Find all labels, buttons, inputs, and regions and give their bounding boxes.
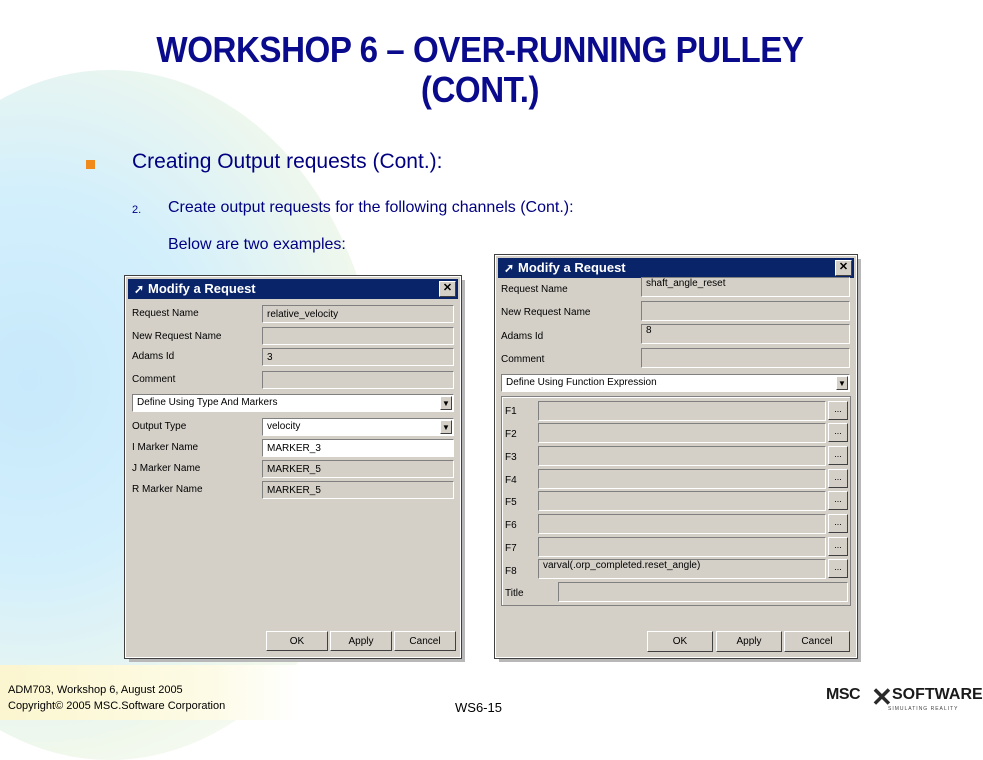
step-number: 2. bbox=[132, 204, 142, 216]
adams-id-label: Adams Id bbox=[501, 331, 544, 342]
f5-field[interactable] bbox=[538, 491, 826, 511]
f1-more-button[interactable]: ... bbox=[828, 401, 848, 420]
output-type-dropdown[interactable] bbox=[262, 418, 454, 436]
f4-label: F4 bbox=[505, 475, 517, 486]
r-marker-label: R Marker Name bbox=[132, 484, 203, 495]
f3-label: F3 bbox=[505, 452, 517, 463]
title-label: Title bbox=[505, 588, 524, 599]
f6-field[interactable] bbox=[538, 514, 826, 534]
dialog-2-title: Modify a Request bbox=[518, 260, 626, 275]
request-name-label: Request Name bbox=[132, 308, 199, 319]
f4-field[interactable] bbox=[538, 469, 826, 489]
output-type-label: Output Type bbox=[132, 421, 187, 432]
define-mode-dropdown[interactable] bbox=[132, 394, 454, 412]
define-mode-value: Define Using Function Expression bbox=[506, 377, 657, 388]
f7-more-button[interactable]: ... bbox=[828, 537, 848, 556]
modify-request-dialog-1 bbox=[125, 276, 461, 658]
slide-title-line1: WORKSHOP 6 – OVER-RUNNING PULLEY bbox=[156, 29, 804, 70]
f7-field[interactable] bbox=[538, 537, 826, 557]
adams-id-label: Adams Id bbox=[132, 351, 175, 362]
j-marker-label: J Marker Name bbox=[132, 463, 201, 474]
chevron-down-icon[interactable]: ▼ bbox=[440, 396, 452, 410]
request-name-field[interactable]: shaft_angle_reset bbox=[641, 277, 850, 297]
ok-button[interactable]: OK bbox=[647, 631, 713, 652]
adams-id-field[interactable]: 8 bbox=[641, 324, 850, 344]
close-icon[interactable]: ✕ bbox=[439, 281, 456, 297]
f8-field[interactable]: varval(.orp_completed.reset_angle) bbox=[538, 559, 826, 579]
logo-software-text: SOFTWARE bbox=[892, 686, 983, 703]
cancel-button[interactable]: Cancel bbox=[784, 631, 850, 652]
j-marker-field[interactable]: MARKER_5 bbox=[262, 460, 454, 478]
f8-more-button[interactable]: ... bbox=[828, 559, 848, 578]
f7-label: F7 bbox=[505, 543, 517, 554]
f6-label: F6 bbox=[505, 520, 517, 531]
comment-label: Comment bbox=[501, 354, 545, 365]
close-icon[interactable]: ✕ bbox=[835, 260, 852, 276]
msc-software-logo bbox=[826, 682, 983, 716]
request-name-field[interactable]: relative_velocity bbox=[262, 305, 454, 323]
f2-label: F2 bbox=[505, 429, 517, 440]
apply-button[interactable]: Apply bbox=[716, 631, 782, 652]
f4-more-button[interactable]: ... bbox=[828, 469, 848, 488]
new-request-name-label: New Request Name bbox=[132, 331, 222, 342]
logo-msc-text: MSC bbox=[826, 686, 861, 703]
define-mode-value: Define Using Type And Markers bbox=[137, 397, 278, 408]
f6-more-button[interactable]: ... bbox=[828, 514, 848, 533]
chevron-down-icon[interactable]: ▼ bbox=[440, 420, 452, 434]
f2-field[interactable] bbox=[538, 423, 826, 443]
comment-field[interactable] bbox=[262, 371, 454, 389]
f3-more-button[interactable]: ... bbox=[828, 446, 848, 465]
cancel-button[interactable]: Cancel bbox=[394, 631, 456, 651]
page-number: WS6-15 bbox=[455, 700, 502, 715]
new-request-name-label: New Request Name bbox=[501, 307, 591, 318]
footer-course-info: ADM703, Workshop 6, August 2005 bbox=[8, 684, 183, 696]
output-type-value: velocity bbox=[267, 421, 301, 432]
footer-copyright: Copyright© 2005 MSC.Software Corporation bbox=[8, 700, 226, 712]
title-field[interactable] bbox=[558, 582, 848, 602]
apply-button[interactable]: Apply bbox=[330, 631, 392, 651]
new-request-name-field[interactable] bbox=[641, 301, 850, 321]
define-mode-dropdown[interactable] bbox=[501, 374, 850, 392]
comment-field[interactable] bbox=[641, 348, 850, 368]
new-request-name-field[interactable] bbox=[262, 327, 454, 345]
examples-text: Below are two examples: bbox=[168, 236, 346, 253]
request-name-label: Request Name bbox=[501, 284, 568, 295]
f2-more-button[interactable]: ... bbox=[828, 423, 848, 442]
step-text: Create output requests for the following channels (Cont.): bbox=[168, 199, 574, 216]
ok-button[interactable]: OK bbox=[266, 631, 328, 651]
f5-more-button[interactable]: ... bbox=[828, 491, 848, 510]
bullet-text: Creating Output requests (Cont.): bbox=[132, 150, 443, 173]
logo-x-icon: ✕ bbox=[871, 682, 893, 712]
chevron-down-icon[interactable]: ▼ bbox=[836, 376, 848, 390]
adams-icon: ➚ bbox=[503, 261, 515, 275]
modify-request-dialog-2 bbox=[495, 255, 857, 658]
slide-title-line2: (CONT.) bbox=[420, 69, 540, 110]
i-marker-field[interactable]: MARKER_3 bbox=[262, 439, 454, 457]
f1-field[interactable] bbox=[538, 401, 826, 421]
bullet-square-icon bbox=[86, 160, 95, 169]
i-marker-label: I Marker Name bbox=[132, 442, 199, 453]
comment-label: Comment bbox=[132, 374, 176, 385]
logo-tagline: SIMULATING REALITY bbox=[888, 706, 959, 712]
r-marker-field[interactable]: MARKER_5 bbox=[262, 481, 454, 499]
slide-title bbox=[121, 30, 839, 110]
f1-label: F1 bbox=[505, 406, 517, 417]
f8-label: F8 bbox=[505, 566, 517, 577]
dialog-2-titlebar[interactable] bbox=[498, 258, 854, 278]
f3-field[interactable] bbox=[538, 446, 826, 466]
dialog-1-titlebar[interactable] bbox=[128, 279, 458, 299]
adams-icon: ➚ bbox=[133, 282, 145, 296]
f5-label: F5 bbox=[505, 497, 517, 508]
dialog-1-title: Modify a Request bbox=[148, 281, 256, 296]
adams-id-field[interactable]: 3 bbox=[262, 348, 454, 366]
